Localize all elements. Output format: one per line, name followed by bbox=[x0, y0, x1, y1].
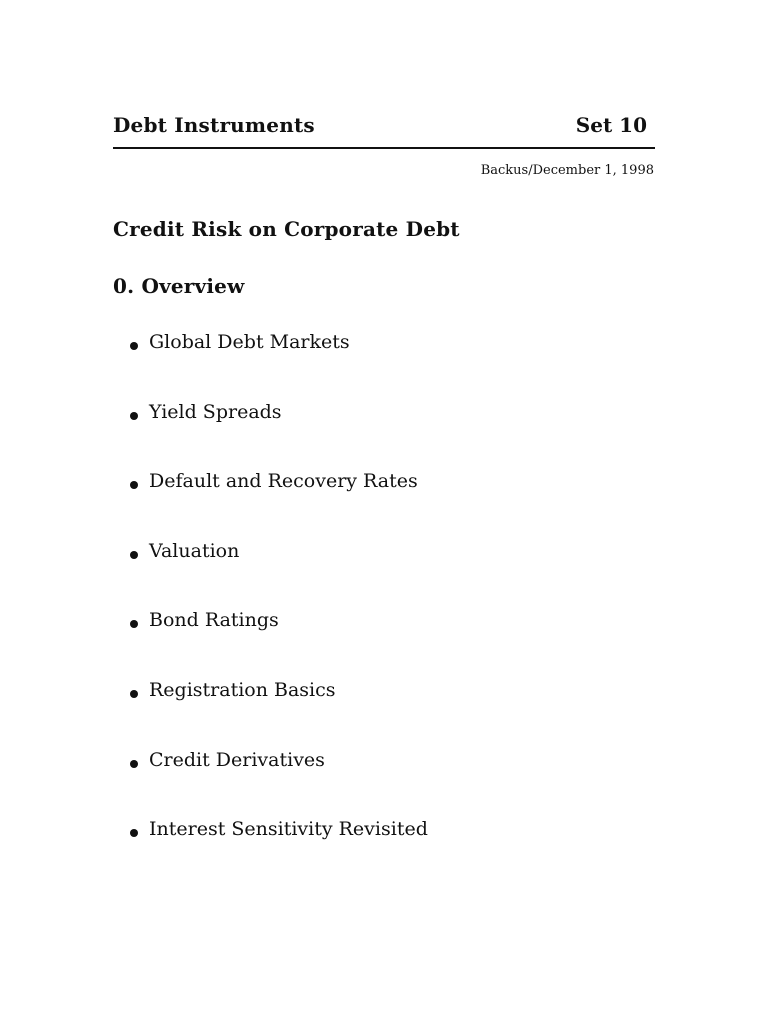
bullet-icon bbox=[130, 620, 138, 628]
list-item-label: Bond Ratings bbox=[149, 609, 279, 632]
bullet-icon bbox=[130, 690, 138, 698]
list-item bbox=[130, 679, 428, 749]
bullet-icon bbox=[130, 829, 138, 837]
list-item bbox=[130, 609, 428, 679]
course-title: Debt Instruments bbox=[113, 113, 315, 137]
list-item bbox=[130, 540, 428, 610]
list-item bbox=[130, 331, 428, 401]
list-item-label: Credit Derivatives bbox=[149, 748, 325, 771]
section-heading: 0. Overview bbox=[113, 274, 245, 298]
bullet-icon bbox=[130, 412, 138, 420]
list-item bbox=[130, 818, 428, 888]
set-label: Set 10 bbox=[575, 113, 647, 137]
list-item-label: Default and Recovery Rates bbox=[149, 470, 418, 493]
list-item-label: Global Debt Markets bbox=[149, 331, 350, 353]
bullet-icon bbox=[130, 760, 138, 768]
bullet-icon bbox=[130, 481, 138, 489]
list-item-label: Yield Spreads bbox=[149, 400, 282, 423]
bullet-icon bbox=[130, 342, 138, 350]
list-item bbox=[130, 401, 428, 471]
bullet-icon bbox=[130, 551, 138, 559]
page-header bbox=[113, 111, 655, 149]
list-item-label: Interest Sensitivity Revisited bbox=[149, 818, 428, 841]
list-item bbox=[130, 470, 428, 540]
author-date-byline: Backus/December 1, 1998 bbox=[480, 163, 654, 178]
document-title: Credit Risk on Corporate Debt bbox=[113, 217, 460, 241]
list-item-label: Registration Basics bbox=[149, 678, 336, 701]
overview-list bbox=[130, 331, 428, 888]
list-item bbox=[130, 749, 428, 819]
list-item-label: Valuation bbox=[149, 539, 240, 562]
